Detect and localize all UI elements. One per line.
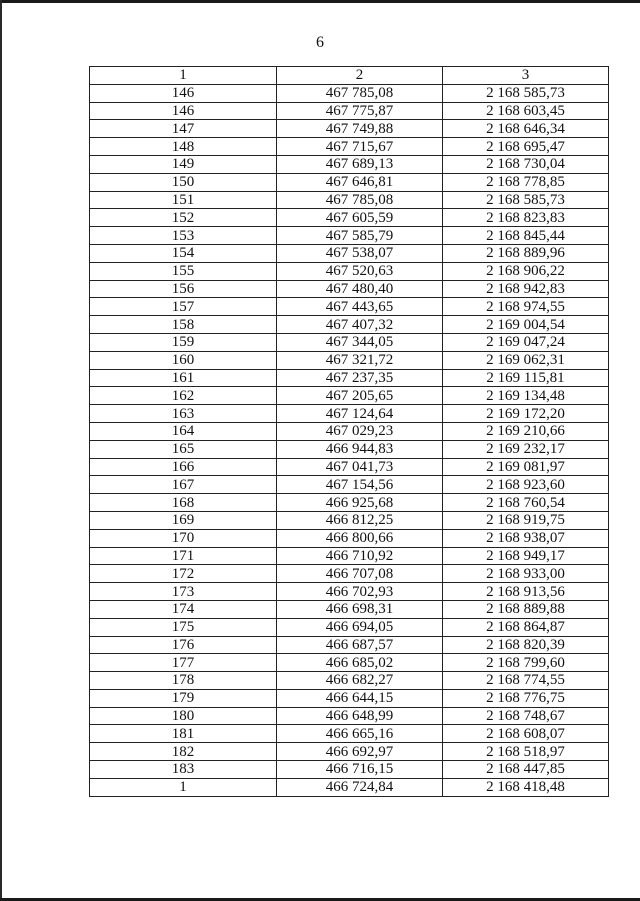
- cell-x-coordinate: 467 237,35: [277, 369, 443, 387]
- cell-y-coordinate: 2 168 949,17: [443, 547, 609, 565]
- cell-x-coordinate: 467 749,88: [277, 120, 443, 138]
- cell-x-coordinate: 466 812,25: [277, 511, 443, 529]
- cell-y-coordinate: 2 168 646,34: [443, 120, 609, 138]
- cell-x-coordinate: 467 205,65: [277, 387, 443, 405]
- table-row: [90, 298, 609, 316]
- table-row: [90, 440, 609, 458]
- cell-x-coordinate: 466 800,66: [277, 529, 443, 547]
- cell-point-number: 169: [90, 511, 277, 529]
- cell-point-number: 161: [90, 369, 277, 387]
- cell-x-coordinate: 466 644,15: [277, 689, 443, 707]
- cell-point-number: 153: [90, 227, 277, 245]
- table-row: [90, 600, 609, 618]
- cell-x-coordinate: 466 694,05: [277, 618, 443, 636]
- table-row: [90, 761, 609, 779]
- table-row: [90, 547, 609, 565]
- table-row: [90, 316, 609, 334]
- cell-point-number: 181: [90, 725, 277, 743]
- cell-point-number: 146: [90, 102, 277, 120]
- cell-x-coordinate: 466 925,68: [277, 494, 443, 512]
- cell-x-coordinate: 466 944,83: [277, 440, 443, 458]
- cell-y-coordinate: 2 168 923,60: [443, 476, 609, 494]
- table-row: [90, 458, 609, 476]
- cell-y-coordinate: 2 169 232,17: [443, 440, 609, 458]
- cell-point-number: 171: [90, 547, 277, 565]
- cell-point-number: 148: [90, 138, 277, 156]
- cell-x-coordinate: 467 480,40: [277, 280, 443, 298]
- cell-y-coordinate: 2 168 695,47: [443, 138, 609, 156]
- cell-x-coordinate: 467 785,08: [277, 191, 443, 209]
- cell-point-number: 180: [90, 707, 277, 725]
- cell-point-number: 147: [90, 120, 277, 138]
- cell-x-coordinate: 467 154,56: [277, 476, 443, 494]
- cell-x-coordinate: 467 785,08: [277, 84, 443, 102]
- cell-x-coordinate: 466 682,27: [277, 672, 443, 690]
- cell-x-coordinate: 467 344,05: [277, 333, 443, 351]
- table-row: [90, 405, 609, 423]
- cell-y-coordinate: 2 168 730,04: [443, 155, 609, 173]
- cell-point-number: 160: [90, 351, 277, 369]
- cell-y-coordinate: 2 168 864,87: [443, 618, 609, 636]
- table-row: [90, 280, 609, 298]
- cell-y-coordinate: 2 168 933,00: [443, 565, 609, 583]
- cell-y-coordinate: 2 169 172,20: [443, 405, 609, 423]
- table-row: [90, 422, 609, 440]
- cell-y-coordinate: 2 168 845,44: [443, 227, 609, 245]
- cell-x-coordinate: 466 687,57: [277, 636, 443, 654]
- column-header-y: 3: [443, 67, 609, 85]
- table-row: [90, 227, 609, 245]
- table-row: [90, 387, 609, 405]
- cell-y-coordinate: 2 168 447,85: [443, 761, 609, 779]
- cell-x-coordinate: 467 585,79: [277, 227, 443, 245]
- cell-x-coordinate: 466 716,15: [277, 761, 443, 779]
- cell-point-number: 179: [90, 689, 277, 707]
- cell-x-coordinate: 466 692,97: [277, 743, 443, 761]
- table-row: [90, 244, 609, 262]
- cell-x-coordinate: 467 775,87: [277, 102, 443, 120]
- cell-y-coordinate: 2 168 760,54: [443, 494, 609, 512]
- cell-x-coordinate: 467 538,07: [277, 244, 443, 262]
- cell-y-coordinate: 2 169 004,54: [443, 316, 609, 334]
- cell-point-number: 176: [90, 636, 277, 654]
- table-row: [90, 672, 609, 690]
- table-row: [90, 138, 609, 156]
- table-row: [90, 743, 609, 761]
- cell-point-number: 1: [90, 778, 277, 796]
- cell-x-coordinate: 467 407,32: [277, 316, 443, 334]
- table-row: [90, 689, 609, 707]
- table-row: [90, 707, 609, 725]
- cell-point-number: 172: [90, 565, 277, 583]
- table-row: [90, 583, 609, 601]
- cell-y-coordinate: 2 168 889,88: [443, 600, 609, 618]
- cell-point-number: 155: [90, 262, 277, 280]
- cell-y-coordinate: 2 169 047,24: [443, 333, 609, 351]
- cell-point-number: 164: [90, 422, 277, 440]
- table-row: [90, 155, 609, 173]
- table-row: [90, 102, 609, 120]
- cell-y-coordinate: 2 168 608,07: [443, 725, 609, 743]
- cell-y-coordinate: 2 168 776,75: [443, 689, 609, 707]
- cell-point-number: 183: [90, 761, 277, 779]
- cell-point-number: 165: [90, 440, 277, 458]
- table-header-row: [90, 67, 609, 85]
- cell-x-coordinate: 467 689,13: [277, 155, 443, 173]
- table-row: [90, 120, 609, 138]
- cell-x-coordinate: 466 685,02: [277, 654, 443, 672]
- cell-point-number: 177: [90, 654, 277, 672]
- cell-x-coordinate: 466 702,93: [277, 583, 443, 601]
- cell-y-coordinate: 2 168 585,73: [443, 84, 609, 102]
- cell-point-number: 154: [90, 244, 277, 262]
- page-number: 6: [316, 34, 324, 51]
- cell-y-coordinate: 2 169 081,97: [443, 458, 609, 476]
- cell-point-number: 166: [90, 458, 277, 476]
- table-row: [90, 494, 609, 512]
- cell-point-number: 151: [90, 191, 277, 209]
- cell-y-coordinate: 2 168 913,56: [443, 583, 609, 601]
- cell-y-coordinate: 2 168 906,22: [443, 262, 609, 280]
- cell-y-coordinate: 2 168 799,60: [443, 654, 609, 672]
- table-row: [90, 725, 609, 743]
- scan-edge-left: [0, 0, 2, 901]
- table-row: [90, 565, 609, 583]
- cell-point-number: 174: [90, 600, 277, 618]
- cell-y-coordinate: 2 168 585,73: [443, 191, 609, 209]
- cell-y-coordinate: 2 168 942,83: [443, 280, 609, 298]
- cell-point-number: 150: [90, 173, 277, 191]
- cell-x-coordinate: 467 029,23: [277, 422, 443, 440]
- cell-point-number: 170: [90, 529, 277, 547]
- table-row: [90, 262, 609, 280]
- cell-x-coordinate: 467 124,64: [277, 405, 443, 423]
- column-header-x: 2: [277, 67, 443, 85]
- cell-x-coordinate: 467 605,59: [277, 209, 443, 227]
- table-row: [90, 529, 609, 547]
- cell-y-coordinate: 2 168 823,83: [443, 209, 609, 227]
- cell-x-coordinate: 467 041,73: [277, 458, 443, 476]
- cell-y-coordinate: 2 168 518,97: [443, 743, 609, 761]
- cell-point-number: 149: [90, 155, 277, 173]
- cell-y-coordinate: 2 168 603,45: [443, 102, 609, 120]
- table-row: [90, 654, 609, 672]
- cell-y-coordinate: 2 168 919,75: [443, 511, 609, 529]
- cell-x-coordinate: 466 707,08: [277, 565, 443, 583]
- cell-point-number: 157: [90, 298, 277, 316]
- cell-point-number: 182: [90, 743, 277, 761]
- cell-y-coordinate: 2 169 062,31: [443, 351, 609, 369]
- cell-x-coordinate: 466 724,84: [277, 778, 443, 796]
- cell-y-coordinate: 2 169 134,48: [443, 387, 609, 405]
- cell-y-coordinate: 2 168 778,85: [443, 173, 609, 191]
- table-row: [90, 191, 609, 209]
- cell-point-number: 156: [90, 280, 277, 298]
- table-row: [90, 511, 609, 529]
- table-row: [90, 369, 609, 387]
- cell-point-number: 175: [90, 618, 277, 636]
- cell-x-coordinate: 467 646,81: [277, 173, 443, 191]
- cell-point-number: 163: [90, 405, 277, 423]
- column-header-point: 1: [90, 67, 277, 85]
- cell-point-number: 159: [90, 333, 277, 351]
- cell-point-number: 146: [90, 84, 277, 102]
- cell-point-number: 167: [90, 476, 277, 494]
- cell-point-number: 173: [90, 583, 277, 601]
- cell-x-coordinate: 467 715,67: [277, 138, 443, 156]
- table-row: [90, 618, 609, 636]
- table-row: [90, 476, 609, 494]
- cell-y-coordinate: 2 168 974,55: [443, 298, 609, 316]
- cell-point-number: 152: [90, 209, 277, 227]
- cell-point-number: 158: [90, 316, 277, 334]
- table-row: [90, 209, 609, 227]
- table-row: [90, 636, 609, 654]
- cell-y-coordinate: 2 168 938,07: [443, 529, 609, 547]
- cell-y-coordinate: 2 168 748,67: [443, 707, 609, 725]
- cell-y-coordinate: 2 168 418,48: [443, 778, 609, 796]
- coordinates-table: [89, 66, 609, 797]
- scan-edge-top: [0, 0, 640, 3]
- table-row: [90, 333, 609, 351]
- table-row: [90, 173, 609, 191]
- cell-point-number: 162: [90, 387, 277, 405]
- cell-y-coordinate: 2 168 889,96: [443, 244, 609, 262]
- table-body: [90, 84, 609, 796]
- cell-x-coordinate: 467 443,65: [277, 298, 443, 316]
- cell-x-coordinate: 466 710,92: [277, 547, 443, 565]
- cell-y-coordinate: 2 169 210,66: [443, 422, 609, 440]
- cell-y-coordinate: 2 168 774,55: [443, 672, 609, 690]
- cell-point-number: 178: [90, 672, 277, 690]
- cell-x-coordinate: 467 520,63: [277, 262, 443, 280]
- cell-y-coordinate: 2 169 115,81: [443, 369, 609, 387]
- cell-point-number: 168: [90, 494, 277, 512]
- table-row: [90, 778, 609, 796]
- table-row: [90, 84, 609, 102]
- cell-x-coordinate: 466 698,31: [277, 600, 443, 618]
- table-row: [90, 351, 609, 369]
- cell-x-coordinate: 467 321,72: [277, 351, 443, 369]
- cell-x-coordinate: 466 665,16: [277, 725, 443, 743]
- cell-y-coordinate: 2 168 820,39: [443, 636, 609, 654]
- cell-x-coordinate: 466 648,99: [277, 707, 443, 725]
